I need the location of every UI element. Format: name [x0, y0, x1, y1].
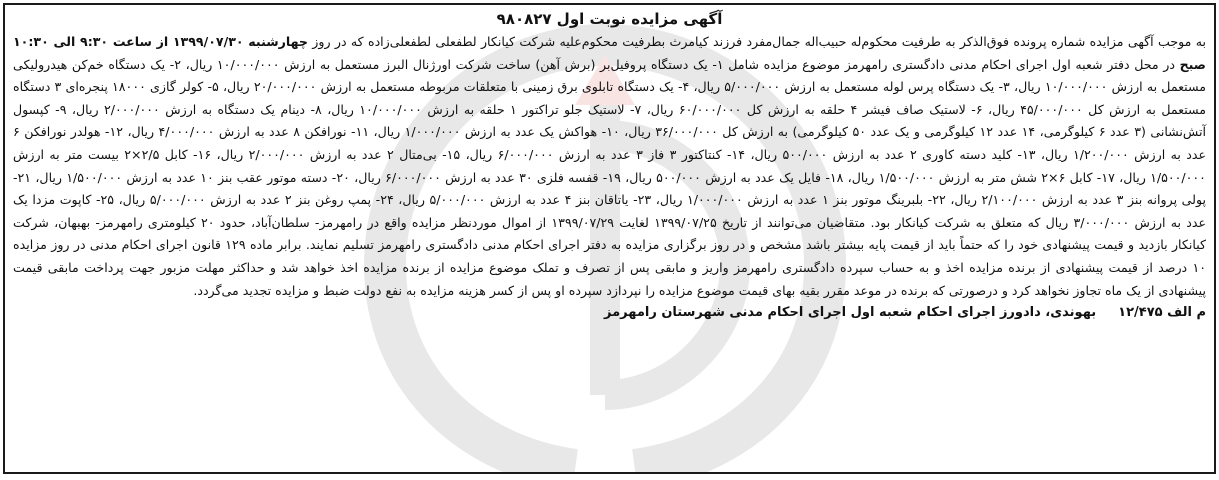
auction-notice — [3, 3, 1216, 474]
notice-body-details: در محل دفتر شعبه اول اجرای احکام مدنی دادگستری رامهرمز موضوع مزایده شامل ۱- یک دستگاه پروفیل‌بر (برش آهن) ساخت شرکت اورژنال البرز مستعمل به ارزش ۱۰/۰۰۰/۰۰۰ ریال، ۲- یک دستگاه خم‌کن هیدرولیکی مستعمل به ارزش ۱۰/۰۰۰/۰۰۰ ریال، ۳- یک دستگاه پرس لوله مستعمل به ارزش ۵/۰۰۰/۰۰۰ ریال، ۴- یک دستگاه تابلوی برق زمینی با متعلقات مربوطه مستعمل به ارزش ۲۰/۰۰۰/۰۰۰ ریال، ۵- کولر گازی ۱۸۰۰۰ پنجره‌ای ۳ دستگاه مستعمل به ارزش کل ۴۵/۰۰۰/۰۰۰ ریال، ۶- لاستیک صاف فیشر ۴ حلقه به ارزش کل ۶۰/۰۰۰/۰۰۰ ریال، ۷- لاستیک جلو تراکتور ۱ حلقه به ارزش ۱۰/۰۰۰/۰۰۰ ریال، ۸- دینام یک دستگاه به ارزش ۲/۰۰۰/۰۰۰ ریال، ۹- کپسول آتش‌نشانی (۳ عدد ۶ کیلوگرمی، ۱۴ عدد ۱۲ کیلوگرمی و یک عدد ۵۰ کیلوگرمی) به ارزش کل ۳۶/۰۰۰/۰۰۰ ریال، ۱۰- هواکش یک عدد به ارزش ۱/۰۰۰/۰۰۰ ریال، ۱۱- نورافکن ۸ عدد به ارزش ۴/۰۰۰/۰۰۰ ریال، ۱۲- هولدر نورافکن ۶ عدد به ارزش ۱/۲۰۰/۰۰۰ ریال، ۱۳- کلید دسته کاوری ۲ عدد به ارزش ۵۰۰/۰۰۰ ریال، ۱۴- کنتاکتور ۳ فاز ۳ عدد به ارزش ۶/۰۰۰/۰۰۰ ریال، ۱۵- بی‌متال ۲ عدد به ارزش ۲/۰۰۰/۰۰۰ ریال، ۱۶- کابل ۲/۵×۲ بیست متر به ارزش ۱/۵۰۰/۰۰۰ ریال، ۱۷- کابل ۶×۲ شش متر به ارزش ۱/۵۰۰/۰۰۰ ریال، ۱۸- فایل یک عدد به ارزش ۵۰۰/۰۰۰ ریال، ۱۹- قفسه فلزی ۳۰ عدد به ارزش ۶/۰۰۰/۰۰۰ ریال، ۲۰- دسته موتور عقب بنز ۱۰ عدد به ارزش ۱/۵۰۰/۰۰۰ ریال، ۲۱- پولی پروانه بنز ۳ عدد به ارزش ۲/۱۰۰/۰۰۰ ریال، ۲۲- بلبرینگ موتور بنز ۱ عدد به ارزش ۱/۰۰۰/۰۰۰ ریال، ۲۳- یاتاقان بنز ۴ عدد به ارزش ۵/۰۰۰/۰۰۰ ریال، ۲۴- پمپ روغن بنز ۲ عدد به ارزش ۵/۰۰۰/۰۰۰ ریال، ۲۵- کاپوت مزدا یک عدد به ارزش ۳/۰۰۰/۰۰۰ ریال که متعلق به شرکت کیانکار بود. متقاضیان می‌توانند از تاریخ ۱۳۹۹/۰۷/۲۵ لغایت ۱۳۹۹/۰۷/۲۹ از اموال موردنظر مزایده واقع در رامهرمز- سلطان‌آباد، حدود ۲۰ کیلومتری رامهرمز- بهبهان، شرکت کیانکار بازدید و قیمت پیشنهادی خود را که حتماً باید از قیمت پایه بیشتر باشد مشخص و در روز برگزاری مزایده به دفتر اجرای احکام مدنی دادگستری رامهرمز تسلیم نمایند. برابر ماده ۱۲۹ قانون اجرای احکام مدنی در روز مزایده ۱۰ درصد از قیمت پیشنهادی از برنده مزایده اخذ و به حساب سپرده دادگستری رامهرمز واریز و مابقی پس از تصرف و تملک موضوع مزایده از برنده مزایده اخذ خواهد شد و حداکثر مهلت مزبور جهت پرداخت مابقی قیمت پیشنهادی از یک ماه تجاوز نخواهد کرد و درصورتی که برنده در موعد مقرر بقیه بهای قیمت موضوع مزایده را نپردازد سپرده او پس از کسر هزینه مزایده به نفع دولت ضبط و مزایده تجدید می‌گردد. — [13, 56, 1206, 298]
notice-code: م الف ۱۲/۴۷۵ — [1118, 305, 1206, 321]
notice-body — [13, 31, 1206, 302]
notice-title: آگهی مزایده نوبت اول ۹۸۰۸۲۷ — [496, 10, 723, 28]
auction-date-time: چهارشنبه ۱۳۹۹/۰۷/۳۰ از ساعت ۹:۳۰ الی ۱۰:۳۰ صبح — [13, 34, 1206, 72]
notice-footer — [13, 303, 1206, 323]
notice-body-intro: به موجب آگهی مزایده شماره پرونده فوق‌الذکر به طرفیت محکوم‌له حبیب‌اله جمال‌مفرد فرزند کیامرث بطرفیت محکوم‌علیه شرکت کیانکار لطفعلی لطفعلی‌زاده که در روز — [307, 34, 1206, 49]
notice-signature: بهوندی، دادورز اجرای احکام شعبه اول اجرای احکام مدنی شهرستان رامهرمز — [604, 305, 1097, 321]
